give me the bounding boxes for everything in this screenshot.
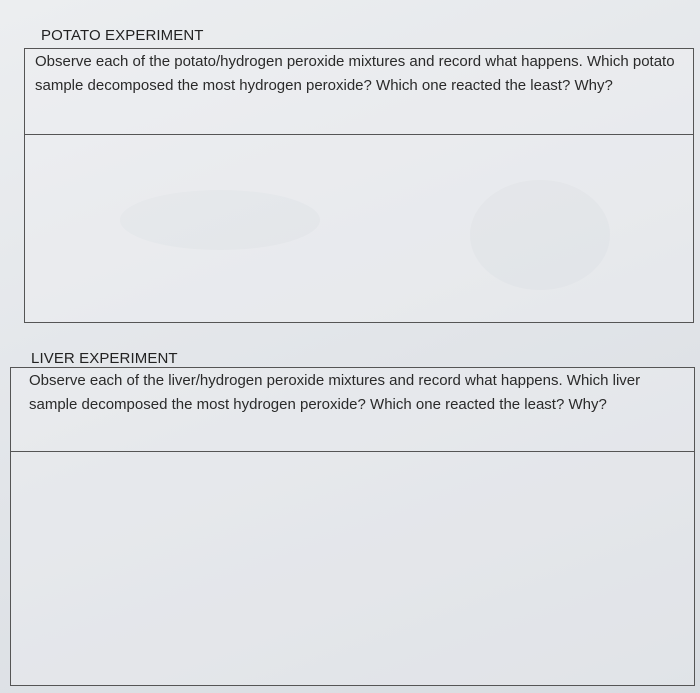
potato-heading: POTATO EXPERIMENT	[41, 27, 204, 44]
liver-prompt: Observe each of the liver/hydrogen peroxide mixtures and record what happens. Which liver sample decomposed the most hydrogen peroxide? Which one reacted the least? Why?	[11, 368, 694, 452]
liver-answer-area[interactable]	[11, 452, 694, 685]
liver-box	[10, 367, 695, 686]
liver-heading: LIVER EXPERIMENT	[31, 350, 178, 367]
potato-box	[24, 48, 694, 323]
potato-prompt: Observe each of the potato/hydrogen peroxide mixtures and record what happens. Which potato sample decomposed the most hydrogen peroxide? Which one reacted the least? Why?	[25, 49, 693, 135]
potato-answer-area[interactable]	[25, 135, 693, 322]
